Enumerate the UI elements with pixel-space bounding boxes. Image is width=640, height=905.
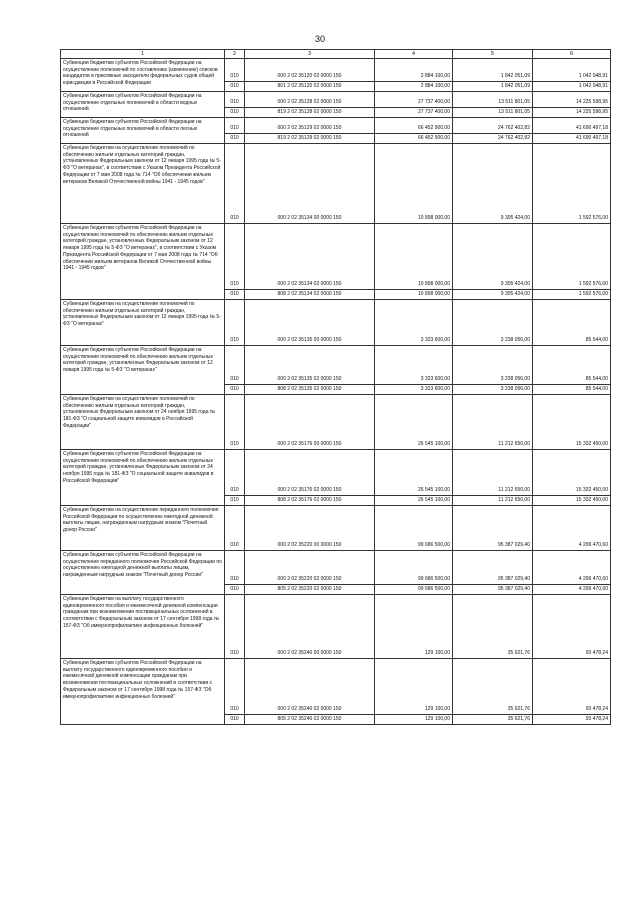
line-code: 010 [225, 134, 245, 144]
line-code: 010 [225, 395, 245, 450]
executed-amount: 13 511 801,05 [453, 92, 533, 108]
unexecuted-amount: 85 544,00 [533, 300, 611, 346]
budget-classification-code: 000 2 02 35220 00 0000 150 [245, 506, 375, 551]
approved-amount: 99 686 500,00 [375, 585, 453, 595]
budget-table [60, 49, 611, 725]
line-code: 010 [225, 224, 245, 290]
budget-classification-code: 808 2 02 35135 02 0000 150 [245, 385, 375, 395]
unexecuted-amount: 15 332 450,00 [533, 496, 611, 506]
table-row [61, 551, 611, 585]
line-code: 010 [225, 496, 245, 506]
table-row [61, 395, 611, 450]
executed-amount: 1 842 051,09 [453, 59, 533, 82]
approved-amount: 3 323 600,00 [375, 346, 453, 385]
executed-amount: 9 305 424,00 [453, 224, 533, 290]
approved-amount: 10 898 000,00 [375, 224, 453, 290]
table-row [61, 595, 611, 659]
line-code: 010 [225, 108, 245, 118]
table-row [61, 346, 611, 385]
budget-classification-code: 000 2 02 35135 02 0000 150 [245, 346, 375, 385]
budget-classification-code: 801 2 02 35120 02 0000 150 [245, 82, 375, 92]
row-description: Субвенции бюджетам субъектов Российской Федерации на осуществление полномочий по обеспечению жильем отдельных категорий граждан, установленных Федеральным законом от 12 января 1995 года № 5-ФЗ "О ветеранах" [61, 346, 225, 395]
table-row [61, 450, 611, 496]
line-code: 010 [225, 506, 245, 551]
executed-amount: 35 621,76 [453, 595, 533, 659]
page-number: 30 [314, 34, 325, 44]
row-description: Субвенции бюджетам субъектов Российской Федерации на осуществление отдельных полномочий в области лесных отношений [61, 118, 225, 144]
line-code: 010 [225, 659, 245, 715]
table-body [61, 50, 611, 725]
approved-amount: 10 898 000,00 [375, 144, 453, 224]
executed-amount: 24 762 402,82 [453, 118, 533, 134]
unexecuted-amount: 4 299 470,60 [533, 506, 611, 551]
budget-classification-code: 000 2 02 35134 00 0000 150 [245, 144, 375, 224]
row-description: Субвенции бюджетам субъектов Российской Федерации на осуществление полномочий по обеспечению жильем отдельных категорий граждан, установленных Федеральным законом от 24 ноября 1995 года № 181-ФЗ "О социальной защите инвалидов в Российской Федерации" [61, 450, 225, 506]
line-code: 010 [225, 300, 245, 346]
executed-amount: 35 621,76 [453, 659, 533, 715]
line-code: 010 [225, 290, 245, 300]
budget-classification-code: 000 2 02 35176 02 0000 150 [245, 450, 375, 496]
executed-amount: 3 238 056,00 [453, 300, 533, 346]
column-header: 5 [453, 50, 533, 59]
line-code: 010 [225, 118, 245, 134]
approved-amount: 10 898 000,00 [375, 290, 453, 300]
unexecuted-amount: 1 592 576,00 [533, 144, 611, 224]
approved-amount: 66 452 900,00 [375, 134, 453, 144]
budget-classification-code: 808 2 02 35176 02 0000 150 [245, 496, 375, 506]
unexecuted-amount: 1 042 048,91 [533, 59, 611, 82]
row-description: Субвенции бюджетам на осуществление полномочий по обеспечению жильем отдельных категорий граждан, установленных Федеральным законом от 12 января 1995 года № 5-ФЗ "О ветеранах", в соответствии с Указом Президента Российской Федерации от 7 мая 2008 года № 714 "Об обеспечении жильем ветеранов Великой Отечественной войны 1941 - 1945 годов" [61, 144, 225, 224]
table-row [61, 224, 611, 290]
line-code: 010 [225, 82, 245, 92]
executed-amount: 95 387 029,40 [453, 551, 533, 585]
unexecuted-amount: 1 592 576,00 [533, 290, 611, 300]
line-code: 010 [225, 144, 245, 224]
row-description: Субвенции бюджетам субъектов Российской Федерации на выплату государственного единовременного пособия и ежемесячной денежной компенсации гражданам при возникновении поствакцинальных осложнений в соответствии с Федеральным законом от 17 сентября 1998 года № 157-ФЗ "Об иммунопрофилактике инфекционных болезней" [61, 659, 225, 725]
line-code: 010 [225, 346, 245, 385]
unexecuted-amount: 93 478,24 [533, 595, 611, 659]
executed-amount: 9 305 424,00 [453, 290, 533, 300]
executed-amount: 35 621,76 [453, 715, 533, 725]
row-description: Субвенции бюджетам субъектов Российской Федерации на осуществление отдельных полномочий в области водных отношений [61, 92, 225, 118]
line-code: 010 [225, 551, 245, 585]
table-row [61, 300, 611, 346]
executed-amount: 11 212 650,00 [453, 450, 533, 496]
budget-classification-code: 000 2 02 35134 02 0000 150 [245, 224, 375, 290]
executed-amount: 95 387 029,40 [453, 585, 533, 595]
table-row [61, 118, 611, 134]
approved-amount: 2 884 100,00 [375, 59, 453, 82]
approved-amount: 66 452 900,00 [375, 118, 453, 134]
line-code: 010 [225, 595, 245, 659]
row-description: Субвенции бюджетам на осуществление переданного полномочия Российской Федерации по осуществлению ежегодной денежной выплаты лицам, награжденным нагрудным знаком "Почетный донор России" [61, 506, 225, 551]
approved-amount: 27 737 400,00 [375, 92, 453, 108]
executed-amount: 3 238 056,00 [453, 346, 533, 385]
unexecuted-amount: 93 478,24 [533, 715, 611, 725]
unexecuted-amount: 14 225 598,95 [533, 108, 611, 118]
approved-amount: 99 686 500,00 [375, 506, 453, 551]
budget-classification-code: 000 2 02 35135 00 0000 150 [245, 300, 375, 346]
unexecuted-amount: 1 042 048,91 [533, 82, 611, 92]
budget-classification-code: 805 2 02 35240 02 0000 150 [245, 715, 375, 725]
header-row [61, 50, 611, 59]
unexecuted-amount: 85 544,00 [533, 346, 611, 385]
budget-classification-code: 000 2 02 35176 00 0000 150 [245, 395, 375, 450]
approved-amount: 99 686 500,00 [375, 551, 453, 585]
unexecuted-amount: 93 478,24 [533, 659, 611, 715]
approved-amount: 26 545 100,00 [375, 450, 453, 496]
unexecuted-amount: 15 332 450,00 [533, 450, 611, 496]
line-code: 010 [225, 715, 245, 725]
budget-classification-code: 805 2 02 35220 02 0000 150 [245, 585, 375, 595]
column-header: 2 [225, 50, 245, 59]
column-header: 1 [61, 50, 225, 59]
row-description: Субвенции бюджетам на выплату государственного единовременного пособия и ежемесячной денежной компенсации гражданам при возникновении поствакцинальных осложнений в соответствии с Федеральным законом от 17 сентября 1998 года № 157-ФЗ "Об иммунопрофилактике инфекционных болезней" [61, 595, 225, 659]
table-row [61, 92, 611, 108]
table-row [61, 59, 611, 82]
line-code: 010 [225, 385, 245, 395]
unexecuted-amount: 4 299 470,60 [533, 551, 611, 585]
executed-amount: 11 212 650,00 [453, 496, 533, 506]
executed-amount: 3 238 056,00 [453, 385, 533, 395]
executed-amount: 9 305 424,00 [453, 144, 533, 224]
row-description: Субвенции бюджетам на осуществление полномочий по обеспечению жильем отдельных категорий граждан, установленных Федеральным законом от 12 января 1995 года № 5-ФЗ "О ветеранах" [61, 300, 225, 346]
unexecuted-amount: 85 544,00 [533, 385, 611, 395]
unexecuted-amount: 1 592 576,00 [533, 224, 611, 290]
budget-classification-code: 819 2 02 35129 02 0000 150 [245, 134, 375, 144]
unexecuted-amount: 4 299 470,60 [533, 585, 611, 595]
approved-amount: 129 100,00 [375, 595, 453, 659]
executed-amount: 13 511 801,05 [453, 108, 533, 118]
line-code: 010 [225, 59, 245, 82]
budget-classification-code: 819 2 02 35128 02 0000 150 [245, 108, 375, 118]
unexecuted-amount: 41 690 497,18 [533, 134, 611, 144]
table-row [61, 506, 611, 551]
column-header: 4 [375, 50, 453, 59]
unexecuted-amount: 14 225 598,95 [533, 92, 611, 108]
unexecuted-amount: 15 332 450,00 [533, 395, 611, 450]
column-header: 3 [245, 50, 375, 59]
line-code: 010 [225, 450, 245, 496]
approved-amount: 3 323 600,00 [375, 385, 453, 395]
approved-amount: 129 100,00 [375, 715, 453, 725]
line-code: 010 [225, 92, 245, 108]
row-description: Субвенции бюджетам субъектов Российской Федерации на осуществление полномочий по составлению (изменению) списков кандидатов в присяжные заседатели федеральных судов общей юрисдикции в Российской Федерации [61, 59, 225, 92]
budget-classification-code: 000 2 02 35128 02 0000 150 [245, 92, 375, 108]
approved-amount: 3 323 600,00 [375, 300, 453, 346]
budget-classification-code: 000 2 02 35129 02 0000 150 [245, 118, 375, 134]
approved-amount: 129 100,00 [375, 659, 453, 715]
budget-classification-code: 000 2 02 35240 02 0000 150 [245, 659, 375, 715]
unexecuted-amount: 41 690 497,18 [533, 118, 611, 134]
row-description: Субвенции бюджетам субъектов Российской Федерации на осуществление полномочий по обеспечению жильем отдельных категорий граждан, установленных Федеральным законом от 12 января 1995 года № 5-ФЗ "О ветеранах", в соответствии с Указом Президента Российской Федерации от 7 мая 2008 года № 714 "Об обеспечении жильем ветеранов Великой Отечественной войны 1941 - 1945 годов" [61, 224, 225, 300]
approved-amount: 27 737 400,00 [375, 108, 453, 118]
approved-amount: 26 545 100,00 [375, 395, 453, 450]
row-description: Субвенции бюджетам на осуществление полномочий по обеспечению жильем отдельных категорий граждан, установленных Федеральным законом от 24 ноября 1995 года № 181-ФЗ "О социальной защите инвалидов в Российской Федерации" [61, 395, 225, 450]
executed-amount: 24 762 402,82 [453, 134, 533, 144]
table-row [61, 144, 611, 224]
row-description: Субвенции бюджетам субъектов Российской Федерации на осуществление переданного полномочия Российской Федерации по осуществлению ежегодной денежной выплаты лицам, награжденным нагрудным знаком "Почетный донор России" [61, 551, 225, 595]
budget-classification-code: 000 2 02 35240 00 0000 150 [245, 595, 375, 659]
line-code: 010 [225, 585, 245, 595]
budget-classification-code: 000 2 02 35120 02 0000 150 [245, 59, 375, 82]
budget-classification-code: 808 2 02 35134 02 0000 150 [245, 290, 375, 300]
executed-amount: 95 387 029,40 [453, 506, 533, 551]
table-row [61, 659, 611, 715]
approved-amount: 26 545 100,00 [375, 496, 453, 506]
budget-classification-code: 000 2 02 35220 02 0000 150 [245, 551, 375, 585]
executed-amount: 1 842 051,09 [453, 82, 533, 92]
column-header: 6 [533, 50, 611, 59]
executed-amount: 11 212 650,00 [453, 395, 533, 450]
approved-amount: 2 884 100,00 [375, 82, 453, 92]
